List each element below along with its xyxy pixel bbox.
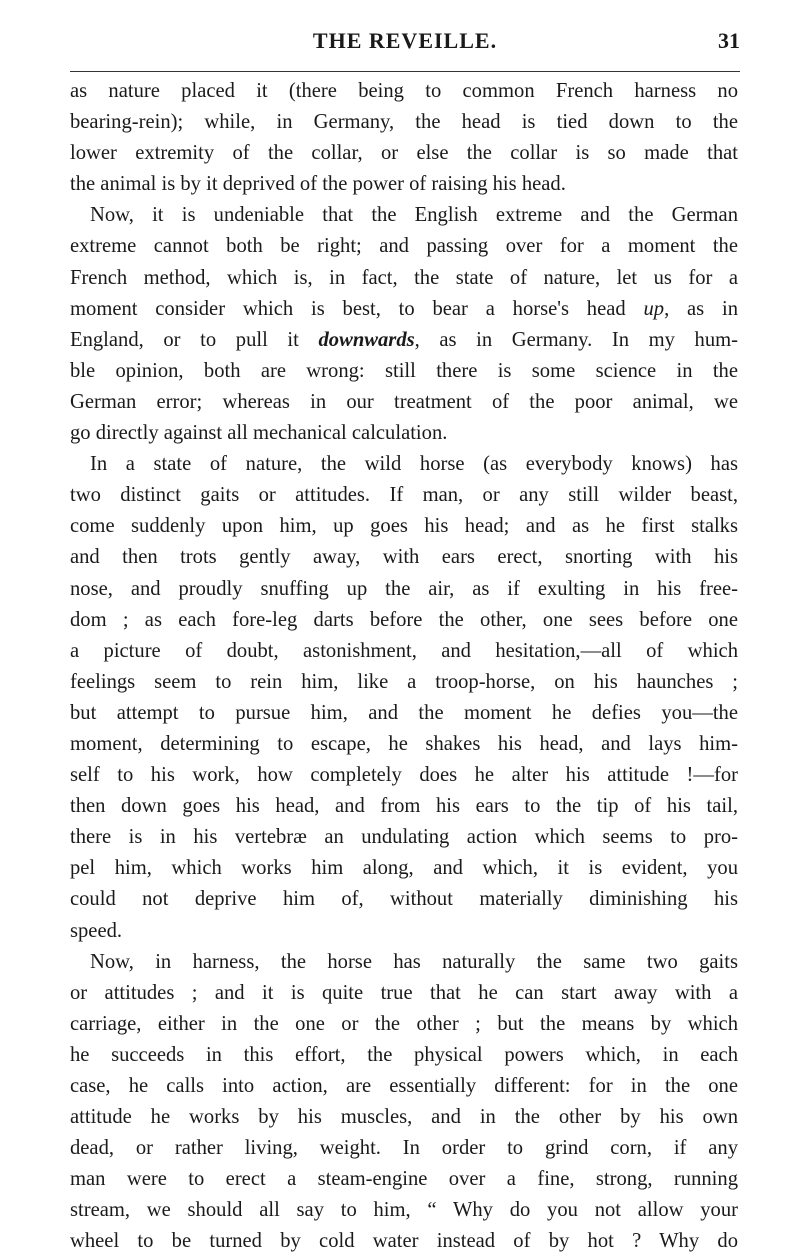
- text-line: German error; whereas in our treatment of the poor animal, we: [70, 390, 738, 413]
- text-line: Now, in harness, the horse has naturally the same two gaits: [90, 950, 738, 973]
- text-line: nose, and proudly snuffing up the air, as if exulting in his free-: [70, 577, 738, 600]
- text-line: extreme cannot both be right; and passing over for a moment the: [70, 235, 738, 258]
- text-line: pel him, which works him along, and which, it is evident, you: [70, 857, 738, 880]
- text-line: wheel to be turned by cold water instead of by hot ? Why do: [70, 1230, 738, 1253]
- text-line: there is in his vertebræ an undulating action which seems to pro-: [70, 826, 738, 849]
- text-line: come suddenly upon him, up goes his head; and as he first stalks: [70, 515, 738, 538]
- text-line: a picture of doubt, astonishment, and hesitation,—all of which: [70, 639, 738, 662]
- text-line: In a state of nature, the wild horse (as everybody knows) has: [90, 453, 738, 476]
- text-line: two distinct gaits or attitudes. If man, or any still wilder beast,: [70, 484, 738, 507]
- text-line: lower extremity of the collar, or else the collar is so made that: [70, 142, 738, 165]
- text-line: go directly against all mechanical calculation.: [70, 422, 448, 445]
- header-rule: [70, 71, 740, 72]
- text-line: as nature placed it (there being to common French harness no: [70, 80, 738, 102]
- text-segment: England, or to pull it: [70, 328, 319, 351]
- text-line: bearing-rein); while, in Germany, the head is tied down to the: [70, 111, 738, 134]
- text-line: but attempt to pursue him, and the moment he defies you—the: [70, 701, 738, 724]
- text-line: Now, it is undeniable that the English extreme and the German: [90, 204, 738, 227]
- text-line-with-emphasis: [70, 325, 738, 356]
- text-segment: , as in: [664, 297, 738, 320]
- text-line: French method, which is, in fact, the state of nature, let us for a: [70, 266, 738, 289]
- text-line: dead, or rather living, weight. In order to grind corn, if any: [70, 1137, 738, 1160]
- text-line: carriage, either in the one or the other ; but the means by which: [70, 1012, 738, 1035]
- text-line: or attitudes ; and it is quite true that he can start away with a: [70, 981, 738, 1004]
- text-line-with-emphasis: [70, 294, 738, 325]
- text-line: moment, determining to escape, he shakes his head, and lays him-: [70, 732, 738, 755]
- page-number: 31: [718, 28, 740, 53]
- running-header: [70, 28, 740, 62]
- text-line: attitude he works by his muscles, and in the other by his own: [70, 1106, 738, 1129]
- text-line: could not deprive him of, without materially diminishing his: [70, 888, 738, 911]
- text-segment: moment consider which is best, to bear a horse's head: [70, 297, 644, 320]
- running-title: THE REVEILLE.: [312, 28, 498, 53]
- text-segment: , as in Germany. In my hum-: [414, 328, 738, 351]
- emphasis-downwards: downwards: [318, 328, 415, 351]
- text-line: the animal is by it deprived of the power of raising his head.: [70, 173, 566, 196]
- text-line: he succeeds in this effort, the physical powers which, in each: [70, 1043, 738, 1066]
- text-line: feelings seem to rein him, like a troop-horse, on his haunches ;: [70, 670, 738, 693]
- text-line: man were to erect a steam-engine over a fine, strong, running: [70, 1168, 738, 1191]
- page-body: [70, 76, 738, 1258]
- text-line: and then trots gently away, with ears erect, snorting with his: [70, 546, 738, 569]
- text-line: ble opinion, both are wrong: still there is some science in the: [70, 359, 738, 382]
- text-line: self to his work, how completely does he alter his attitude !—for: [70, 764, 738, 787]
- text-line: stream, we should all say to him, “ Why do you not allow your: [70, 1199, 738, 1222]
- text-line: case, he calls into action, are essentially different: for in the one: [70, 1075, 738, 1097]
- text-line: speed.: [70, 919, 123, 942]
- emphasis-up: up: [643, 297, 665, 320]
- text-line: dom ; as each fore-leg darts before the other, one sees before one: [70, 608, 738, 631]
- text-line: then down goes his head, and from his ears to the tip of his tail,: [70, 795, 738, 818]
